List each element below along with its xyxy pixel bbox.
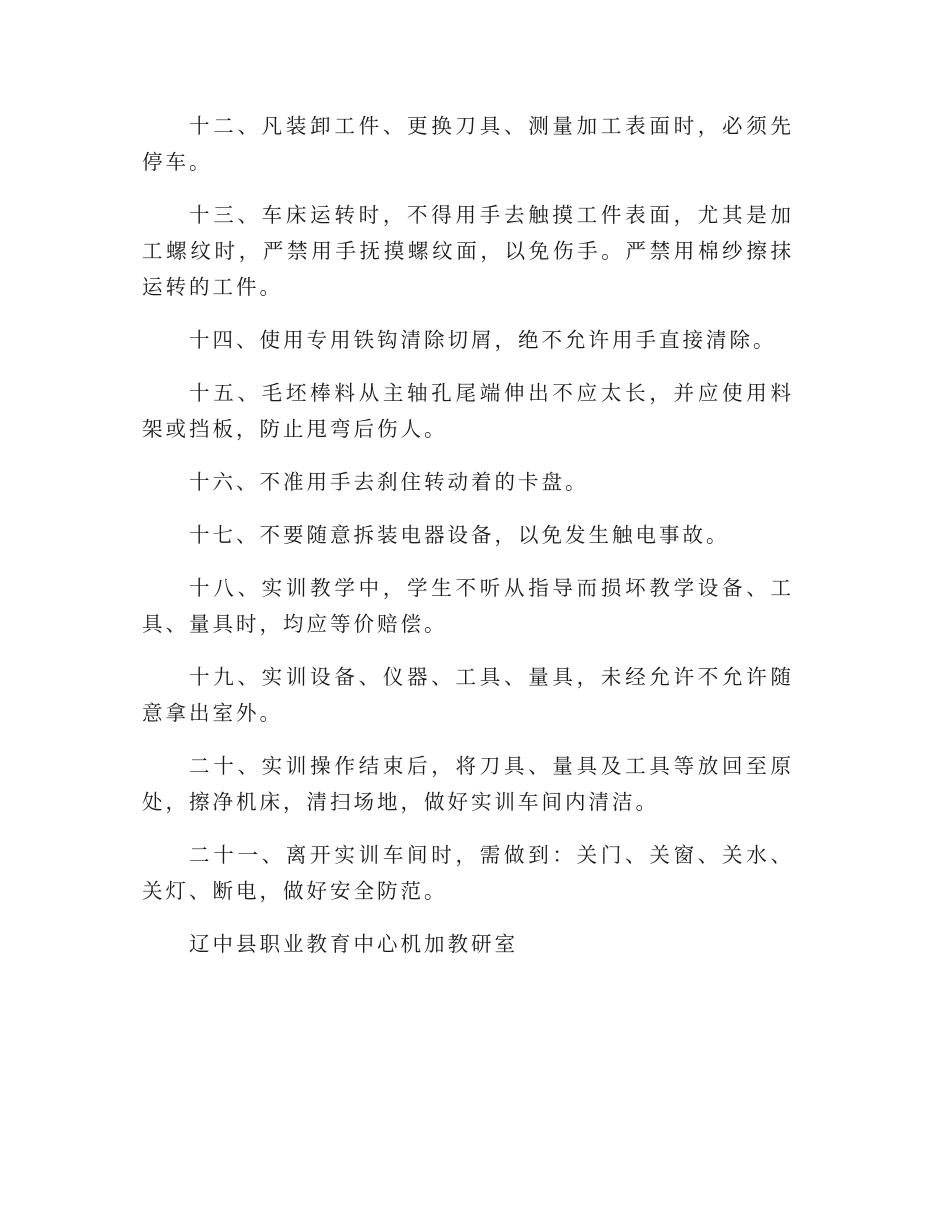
rule-17-paragraph: 十七、不要随意拆装电器设备，以免发生触电事故。	[189, 523, 730, 547]
rule-12-paragraph: 十二、凡装卸工件、更换刀具、测量加工表面时，必须先停车。	[142, 114, 794, 174]
rule-15-paragraph: 十五、毛坯棒料从主轴孔尾端伸出不应太长，并应使用料架或挡板，防止甩弯后伤人。	[142, 381, 794, 441]
rule-19-paragraph: 十九、实训设备、仪器、工具、量具，未经允许不允许随意拿出室外。	[142, 665, 794, 725]
rule-14-paragraph: 十四、使用专用铁钩清除切屑，绝不允许用手直接清除。	[189, 328, 777, 352]
issuer-signature: 辽中县职业教育中心机加教研室	[189, 932, 518, 956]
rule-21-paragraph: 二十一、离开实训车间时，需做到：关门、关窗、关水、关灯、断电，做好安全防范。	[142, 843, 794, 903]
rule-16-paragraph: 十六、不准用手去刹住转动着的卡盘。	[189, 470, 589, 494]
document-body	[142, 108, 794, 962]
rule-13-paragraph: 十三、车床运转时，不得用手去触摸工件表面，尤其是加工螺纹时，严禁用手抚摸螺纹面，以免伤手。严禁用棉纱擦抹运转的工件。	[142, 203, 794, 299]
rule-20-paragraph: 二十、实训操作结束后，将刀具、量具及工具等放回至原处，擦净机床，清扫场地，做好实训车间内清洁。	[142, 754, 794, 814]
rule-18-paragraph: 十八、实训教学中，学生不听从指导而损坏教学设备、工具、量具时，均应等价赔偿。	[142, 576, 794, 636]
